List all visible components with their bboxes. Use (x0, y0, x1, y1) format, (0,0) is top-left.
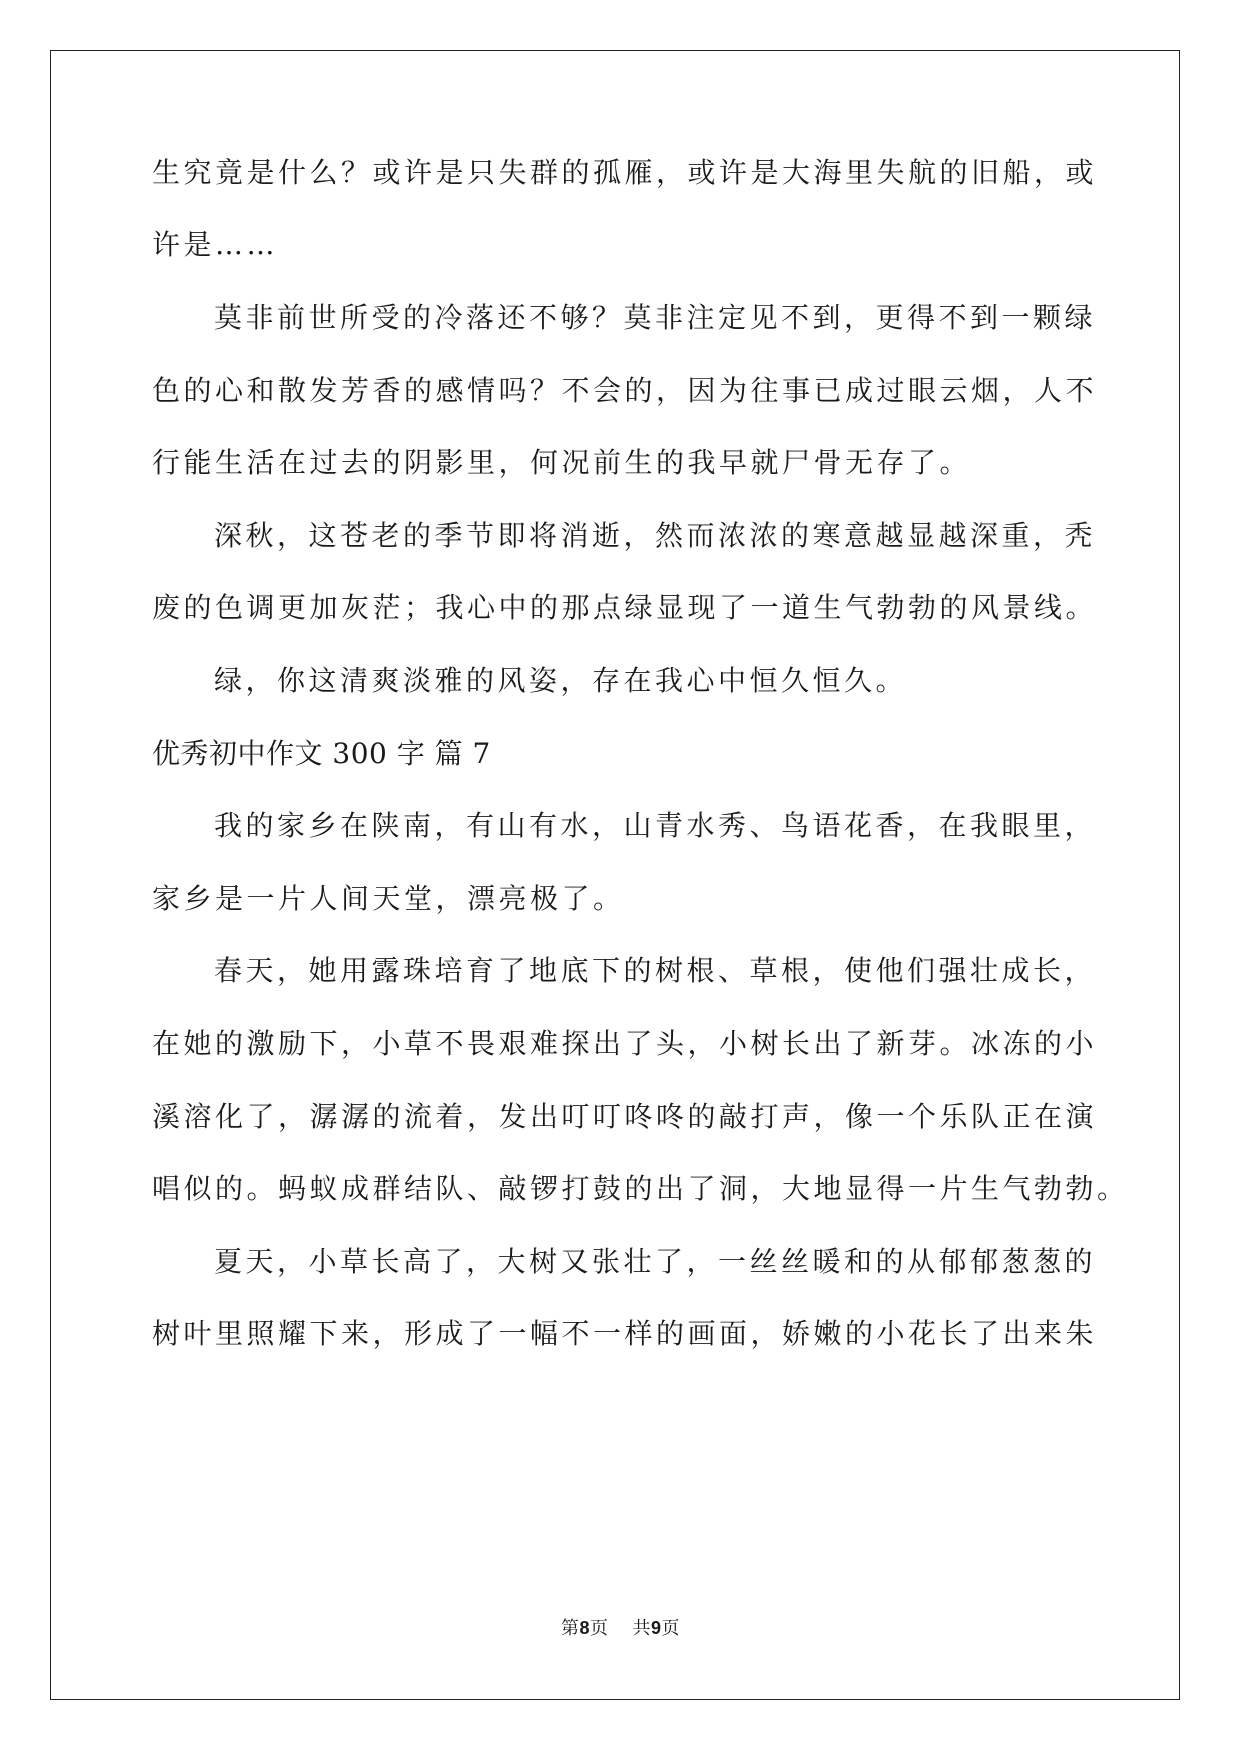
text-line: 生究竟是什么？或许是只失群的孤雁，或许是大海里失航的旧船，或 (152, 156, 1098, 189)
text-line: 家乡是一片人间天堂，漂亮极了。 (152, 882, 625, 915)
text-line: 废的色调更加灰茫；我心中的那点绿显现了一道生气勃勃的风景线。 (152, 591, 1098, 624)
text-line: 我的家乡在陕南，有山有水，山青水秀、鸟语花香，在我眼里， (214, 809, 1097, 842)
text-line: 溪溶化了，潺潺的流着，发出叮叮咚咚的敲打声，像一个乐队正在演 (152, 1100, 1098, 1133)
current-page-number: 8 (579, 1618, 590, 1638)
page-footer (0, 1617, 1241, 1640)
total-suffix: 页 (661, 1618, 681, 1639)
text-line: 莫非前世所受的冷落还不够？莫非注定见不到，更得不到一颗绿 (214, 301, 1097, 334)
page-prefix: 第 (560, 1618, 580, 1639)
total-pages-number: 9 (651, 1618, 662, 1638)
text-line: 唱似的。蚂蚁成群结队、敲锣打鼓的出了洞，大地显得一片生气勃勃。 (152, 1172, 1129, 1205)
text-line: 色的心和散发芳香的感情吗？不会的，因为往事已成过眼云烟，人不 (152, 374, 1098, 407)
text-line: 行能生活在过去的阴影里，何况前生的我早就尸骨无存了。 (152, 446, 972, 479)
text-line: 树叶里照耀下来，形成了一幅不一样的画面，娇嫩的小花长了出来朱 (152, 1317, 1098, 1350)
text-line: 在她的激励下，小草不畏艰难探出了头，小树长出了新芽。冰冻的小 (152, 1027, 1098, 1060)
section-heading: 优秀初中作文 300 字 篇 7 (152, 737, 491, 770)
text-line: 绿，你这清爽淡雅的风姿，存在我心中恒久恒久。 (214, 664, 908, 697)
text-line: 许是…… (152, 228, 279, 261)
text-line: 深秋，这苍老的季节即将消逝，然而浓浓的寒意越显越深重，秃 (214, 519, 1097, 552)
total-prefix: 共 (632, 1618, 651, 1639)
page-border (50, 50, 1180, 1700)
text-line: 春天，她用露珠培育了地底下的树根、草根，使他们强壮成长， (214, 954, 1097, 987)
text-line: 夏天，小草长高了，大树又张壮了，一丝丝暖和的从郁郁葱葱的 (214, 1245, 1097, 1278)
page-suffix: 页 (590, 1618, 609, 1639)
